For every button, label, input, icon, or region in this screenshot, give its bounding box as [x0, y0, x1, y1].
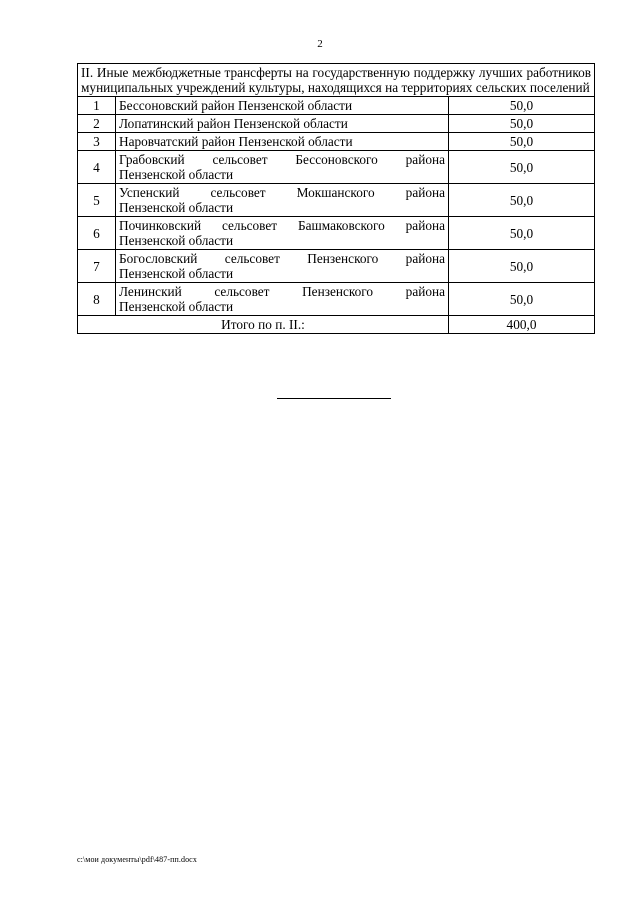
section-title: II. Иные межбюджетные трансферты на государственную поддержку лучших работников муниципальных учреждений культуры, находящихся на территориях сельских поселений — [78, 64, 595, 97]
row-number: 8 — [78, 283, 116, 316]
row-name: Наровчатский район Пензенской области — [116, 133, 449, 151]
row-name — [116, 250, 449, 283]
closing-rule — [277, 398, 391, 399]
row-name-line2: Пензенской области — [119, 233, 234, 248]
row-number: 7 — [78, 250, 116, 283]
table-row — [78, 115, 595, 133]
total-label: Итого по п. II.: — [78, 316, 449, 334]
row-name-line1: Починковский сельсовет Башмаковского района — [119, 218, 445, 233]
row-name-line2: Пензенской области — [119, 266, 234, 281]
row-value: 50,0 — [449, 115, 595, 133]
row-value: 50,0 — [449, 184, 595, 217]
row-name-line2: Пензенской области — [119, 200, 234, 215]
table-row — [78, 217, 595, 250]
row-name-line1: Богословский сельсовет Пензенского района — [119, 251, 445, 266]
section-header-row — [78, 64, 595, 97]
row-number: 4 — [78, 151, 116, 184]
row-name — [116, 283, 449, 316]
row-name-line1: Грабовский сельсовет Бессоновского района — [119, 152, 445, 167]
row-name: Бессоновский район Пензенской области — [116, 97, 449, 115]
row-name — [116, 184, 449, 217]
footer-file-path: c:\мои документы\pdf\487-пп.docx — [77, 855, 197, 864]
row-name — [116, 217, 449, 250]
table-row — [78, 283, 595, 316]
row-name-line1: Ленинский сельсовет Пензенского района — [119, 284, 445, 299]
row-number: 5 — [78, 184, 116, 217]
table-row — [78, 184, 595, 217]
row-number: 3 — [78, 133, 116, 151]
row-number: 1 — [78, 97, 116, 115]
table-row — [78, 250, 595, 283]
row-value: 50,0 — [449, 97, 595, 115]
total-row — [78, 316, 595, 334]
row-value: 50,0 — [449, 283, 595, 316]
row-name — [116, 151, 449, 184]
row-number: 6 — [78, 217, 116, 250]
row-value: 50,0 — [449, 151, 595, 184]
row-name-line1: Успенский сельсовет Мокшанского района — [119, 185, 445, 200]
row-value: 50,0 — [449, 133, 595, 151]
row-name-line2: Пензенской области — [119, 167, 234, 182]
row-name: Лопатинский район Пензенской области — [116, 115, 449, 133]
table-row — [78, 133, 595, 151]
page-number: 2 — [317, 38, 323, 50]
table-row — [78, 97, 595, 115]
row-name-line2: Пензенской области — [119, 299, 234, 314]
transfers-table — [77, 63, 595, 334]
total-value: 400,0 — [449, 316, 595, 334]
row-value: 50,0 — [449, 250, 595, 283]
table-row — [78, 151, 595, 184]
row-number: 2 — [78, 115, 116, 133]
row-value: 50,0 — [449, 217, 595, 250]
